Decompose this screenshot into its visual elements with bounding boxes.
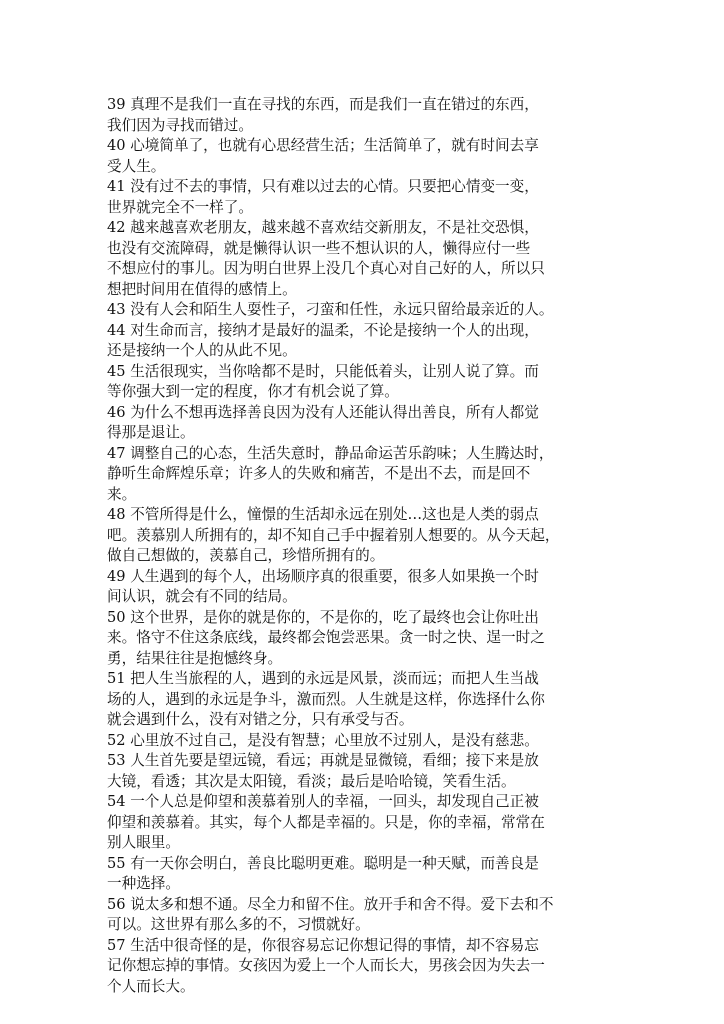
text-line: 得那是退让。 <box>107 424 195 441</box>
text-line: 来。恪守不住这条底线，最终都会饱尝恶果。贪一时之快、逞一时之 <box>107 629 545 646</box>
text-line: 41 没有过不去的事情，只有难以过去的心情。只要把心情变一变， <box>107 178 539 195</box>
text-line: 43 没有人会和陌生人耍性子，刁蛮和任性，永远只留给最亲近的人。 <box>107 301 554 318</box>
text-line: 也没有交流障碍，就是懒得认识一些不想认识的人，懒得应付一些 <box>107 239 531 257</box>
text-line: 一种选择。 <box>107 875 180 892</box>
text-line: 静听生命辉煌乐章；许多人的失败和痛苦，不是出不去，而是回不 <box>107 465 531 482</box>
text-line: 50 这个世界，是你的就是你的，不是你的，吃了最终也会让你吐出 <box>107 608 539 626</box>
text-line: 世界就完全不一样了。 <box>107 198 253 216</box>
text-line: 不想应付的事儿。因为明白世界上没几个真心对自己好的人，所以只 <box>107 260 545 277</box>
document-body <box>107 95 625 997</box>
text-line: 51 把人生当旅程的人，遇到的永远是风景，淡而远；而把人生当战 <box>107 670 539 687</box>
text-line: 40 心境简单了，也就有心思经营生活；生活简单了，就有时间去享 <box>107 137 539 154</box>
text-line: 55 有一天你会明白，善良比聪明更难。聪明是一种天赋，而善良是 <box>107 854 539 872</box>
text-line: 56 说太多和想不通。尽全力和留不住。放开手和舍不得。爱下去和不 <box>107 895 554 913</box>
text-line: 仰望和羡慕着。其实，每个人都是幸福的。只是，你的幸福，常常在 <box>107 813 545 831</box>
text-line: 等你强大到一定的程度，你才有机会说了算。 <box>107 383 399 400</box>
text-line: 就会遇到什么，没有对错之分，只有承受与否。 <box>107 711 414 728</box>
text-line: 49 人生遇到的每个人，出场顺序真的很重要，很多人如果换一个时 <box>107 567 539 585</box>
text-line: 大镜，看透；其次是太阳镜，看淡；最后是哈哈镜，笑看生活。 <box>107 772 516 790</box>
text-line: 还是接纳一个人的从此不见。 <box>107 342 297 359</box>
text-line: 来。 <box>107 485 137 503</box>
text-line: 57 生活中很奇怪的是，你很容易忘记你想记得的事情，却不容易忘 <box>107 936 539 954</box>
text-line: 吧。羡慕别人所拥有的，却不知自己手中握着别人想要的。从今天起， <box>107 526 560 544</box>
text-line: 48 不管所得是什么，憧憬的生活却永远在别处…这也是人类的弱点 <box>107 506 539 523</box>
text-line: 52 心里放不过自己，是没有智慧；心里放不过别人，是没有慈悲。 <box>107 731 539 749</box>
text-line: 54 一个人总是仰望和羡慕着别人的幸福，一回头，却发现自己正被 <box>107 793 539 810</box>
text-line: 我们因为寻找而错过。 <box>107 116 253 134</box>
text-line: 间认识，就会有不同的结局。 <box>107 588 297 605</box>
text-line: 42 越来越喜欢老朋友，越来越不喜欢结交新朋友，不是社交恐惧， <box>107 219 539 236</box>
text-line: 53 人生首先要是望远镜，看远；再就是显微镜，看细；接下来是放 <box>107 752 539 769</box>
text-line: 45 生活很现实，当你啥都不是时，只能低着头，让别人说了算。而 <box>107 362 539 380</box>
text-line: 47 调整自己的心态，生活失意时，静品命运苦乐韵味；人生腾达时， <box>107 444 554 462</box>
text-line: 记你想忘掉的事情。女孩因为爱上一个人而长大，男孩会因为失去一 <box>107 957 545 974</box>
text-line: 受人生。 <box>107 157 166 175</box>
text-line: 可以。这世界有那么多的不，习惯就好。 <box>107 916 370 933</box>
text-line: 39 真理不是我们一直在寻找的东西，而是我们一直在错过的东西， <box>107 96 539 113</box>
text-line: 个人而长大。 <box>107 977 195 995</box>
text-line: 场的人，遇到的永远是争斗，激而烈。人生就是这样，你选择什么你 <box>107 690 545 708</box>
text-line: 做自己想做的，羡慕自己，珍惜所拥有的。 <box>107 547 385 564</box>
text-line: 别人眼里。 <box>107 834 180 851</box>
text-line: 44 对生命而言，接纳才是最好的温柔，不论是接纳一个人的出现， <box>107 321 539 339</box>
text-line: 46 为什么不想再选择善良因为没有人还能认得出善良，所有人都觉 <box>107 403 539 421</box>
text-line: 想把时间用在值得的感情上。 <box>107 280 297 298</box>
text-line: 勇，结果往往是抱憾终身。 <box>107 649 283 667</box>
